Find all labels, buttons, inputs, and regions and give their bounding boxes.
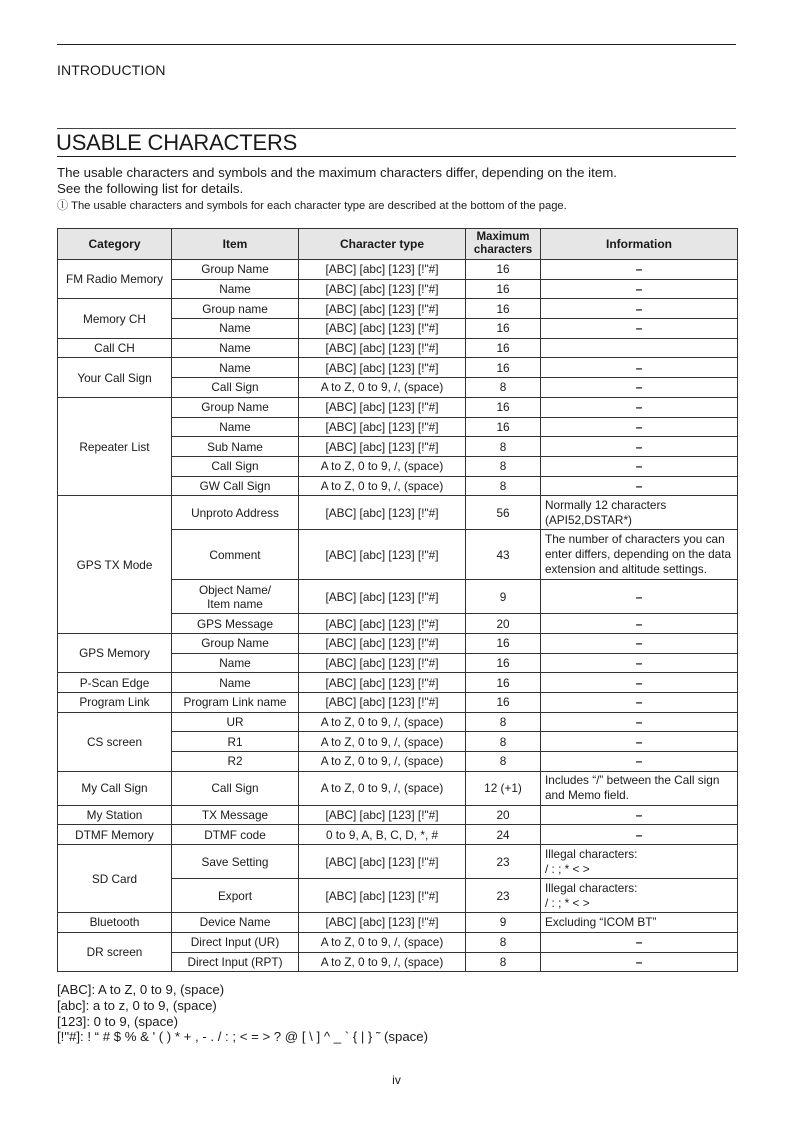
info-cell: – <box>541 653 738 673</box>
table-row <box>58 260 738 280</box>
info-cell: – <box>541 614 738 634</box>
table-row <box>58 913 738 933</box>
max-cell: 8 <box>466 378 541 398</box>
info-cell: – <box>541 952 738 972</box>
item-cell: Name <box>172 417 299 437</box>
item-cell: Group Name <box>172 633 299 653</box>
info-cell: Illegal characters: / : ; * < > <box>541 845 738 879</box>
item-cell: Name <box>172 673 299 693</box>
item-cell: Call Sign <box>172 771 299 805</box>
info-cell: – <box>541 279 738 299</box>
max-cell: 8 <box>466 932 541 952</box>
max-cell: 20 <box>466 805 541 825</box>
column-header-character-type: Character type <box>299 229 466 260</box>
item-cell: Group Name <box>172 397 299 417</box>
info-cell: – <box>541 299 738 319</box>
table-row <box>58 771 738 805</box>
intro-line-1: The usable characters and symbols and the maximum characters differ, depending on the item. <box>57 165 618 180</box>
item-cell: Call Sign <box>172 456 299 476</box>
title-rule-top <box>57 128 736 129</box>
info-cell: – <box>541 932 738 952</box>
table-row <box>58 712 738 732</box>
info-cell: – <box>541 693 738 713</box>
info-cell: – <box>541 633 738 653</box>
table-row <box>58 397 738 417</box>
usable-characters-table <box>57 228 738 972</box>
max-cell: 8 <box>466 952 541 972</box>
max-cell: 16 <box>466 338 541 358</box>
section-label: INTRODUCTION <box>57 62 166 78</box>
item-cell: Name <box>172 338 299 358</box>
category-cell: Your Call Sign <box>58 358 172 397</box>
column-header-maximum-characters: Maximum characters <box>466 229 541 260</box>
item-cell: DTMF code <box>172 825 299 845</box>
column-header-information: Information <box>541 229 738 260</box>
type-cell: [ABC] [abc] [123] [!"#] <box>299 338 466 358</box>
info-cell: – <box>541 417 738 437</box>
category-cell: FM Radio Memory <box>58 260 172 299</box>
item-cell: UR <box>172 712 299 732</box>
table-row <box>58 825 738 845</box>
type-cell: [ABC] [abc] [123] [!"#] <box>299 260 466 280</box>
max-cell: 8 <box>466 456 541 476</box>
max-cell: 9 <box>466 580 541 614</box>
max-cell: 16 <box>466 260 541 280</box>
info-cell: – <box>541 260 738 280</box>
character-type-legend <box>57 982 428 1045</box>
max-cell: 16 <box>466 319 541 339</box>
max-cell: 16 <box>466 633 541 653</box>
type-cell: [ABC] [abc] [123] [!"#] <box>299 417 466 437</box>
type-cell: [ABC] [abc] [123] [!"#] <box>299 319 466 339</box>
info-cell: Excluding “ICOM BT” <box>541 913 738 933</box>
max-cell: 23 <box>466 879 541 913</box>
type-cell: [ABC] [abc] [123] [!"#] <box>299 693 466 713</box>
table-row <box>58 496 738 530</box>
page-number: iv <box>392 1073 401 1087</box>
info-cell: – <box>541 319 738 339</box>
type-cell: [ABC] [abc] [123] [!"#] <box>299 913 466 933</box>
info-cell: – <box>541 437 738 457</box>
max-cell: 8 <box>466 752 541 772</box>
max-cell: 8 <box>466 476 541 496</box>
info-cell: Normally 12 characters (API52,DSTAR*) <box>541 496 738 530</box>
type-cell: [ABC] [abc] [123] [!"#] <box>299 614 466 634</box>
table-row <box>58 673 738 693</box>
item-cell: Object Name/ Item name <box>172 580 299 614</box>
type-cell: [ABC] [abc] [123] [!"#] <box>299 437 466 457</box>
item-cell: Direct Input (UR) <box>172 932 299 952</box>
info-cell: – <box>541 673 738 693</box>
info-icon: ⓛ <box>57 200 69 212</box>
item-cell: GW Call Sign <box>172 476 299 496</box>
max-cell: 8 <box>466 732 541 752</box>
info-cell: – <box>541 825 738 845</box>
category-cell: DTMF Memory <box>58 825 172 845</box>
item-cell: Name <box>172 358 299 378</box>
intro-text <box>57 165 617 197</box>
max-cell: 8 <box>466 437 541 457</box>
category-cell: Repeater List <box>58 397 172 495</box>
table-header-row <box>58 229 738 260</box>
type-cell: [ABC] [abc] [123] [!"#] <box>299 530 466 580</box>
max-cell: 16 <box>466 417 541 437</box>
type-cell: A to Z, 0 to 9, /, (space) <box>299 378 466 398</box>
type-cell: [ABC] [abc] [123] [!"#] <box>299 580 466 614</box>
type-cell: A to Z, 0 to 9, /, (space) <box>299 476 466 496</box>
item-cell: Export <box>172 879 299 913</box>
type-cell: A to Z, 0 to 9, /, (space) <box>299 712 466 732</box>
column-header-item: Item <box>172 229 299 260</box>
info-cell: – <box>541 397 738 417</box>
type-cell: A to Z, 0 to 9, /, (space) <box>299 456 466 476</box>
max-cell: 43 <box>466 530 541 580</box>
type-cell: [ABC] [abc] [123] [!"#] <box>299 496 466 530</box>
max-cell: 16 <box>466 653 541 673</box>
type-cell: [ABC] [abc] [123] [!"#] <box>299 633 466 653</box>
type-cell: A to Z, 0 to 9, /, (space) <box>299 732 466 752</box>
category-cell: Memory CH <box>58 299 172 338</box>
legend-numeric: [123]: 0 to 9, (space) <box>57 1013 178 1029</box>
type-cell: [ABC] [abc] [123] [!"#] <box>299 673 466 693</box>
type-cell: [ABC] [abc] [123] [!"#] <box>299 397 466 417</box>
info-cell: Includes “/” between the Call sign and Memo field. <box>541 771 738 805</box>
legend-upper: [ABC]: A to Z, 0 to 9, (space) <box>57 982 225 997</box>
category-cell: Bluetooth <box>58 913 172 933</box>
item-cell: Device Name <box>172 913 299 933</box>
type-cell: [ABC] [abc] [123] [!"#] <box>299 879 466 913</box>
item-cell: Save Setting <box>172 845 299 879</box>
type-cell: A to Z, 0 to 9, /, (space) <box>299 771 466 805</box>
info-cell: – <box>541 752 738 772</box>
max-cell: 9 <box>466 913 541 933</box>
legend-symbols: [!"#]: ! “ # $ % & ' ( ) * + , - . / : ; < = > ? @ [ \ ] ^ _ ` { | } ˜ (space) <box>57 1029 429 1045</box>
item-cell: R1 <box>172 732 299 752</box>
legend-lower: [abc]: a to z, 0 to 9, (space) <box>57 997 217 1013</box>
info-cell: – <box>541 580 738 614</box>
category-cell: Call CH <box>58 338 172 358</box>
item-cell: Group name <box>172 299 299 319</box>
category-cell: CS screen <box>58 712 172 771</box>
item-cell: Group Name <box>172 260 299 280</box>
item-cell: GPS Message <box>172 614 299 634</box>
table-row <box>58 805 738 825</box>
info-cell: – <box>541 476 738 496</box>
table-row <box>58 845 738 879</box>
max-cell: 16 <box>466 279 541 299</box>
max-cell: 16 <box>466 693 541 713</box>
info-cell: – <box>541 456 738 476</box>
type-cell: [ABC] [abc] [123] [!"#] <box>299 299 466 319</box>
page-title: USABLE CHARACTERS <box>56 130 298 155</box>
max-cell: 12 (+1) <box>466 771 541 805</box>
intro-line-2: See the following list for details. <box>57 181 244 196</box>
type-cell: [ABC] [abc] [123] [!"#] <box>299 653 466 673</box>
info-cell: The number of characters you can enter differs, depending on the data extension and altitude settings. <box>541 530 738 580</box>
table-row <box>58 633 738 653</box>
type-cell: A to Z, 0 to 9, /, (space) <box>299 952 466 972</box>
item-cell: Sub Name <box>172 437 299 457</box>
category-cell: GPS TX Mode <box>58 496 172 634</box>
table-row <box>58 299 738 319</box>
type-cell: [ABC] [abc] [123] [!"#] <box>299 845 466 879</box>
item-cell: R2 <box>172 752 299 772</box>
item-cell: Unproto Address <box>172 496 299 530</box>
item-cell: TX Message <box>172 805 299 825</box>
max-cell: 8 <box>466 712 541 732</box>
category-cell: Program Link <box>58 693 172 713</box>
table-row <box>58 338 738 358</box>
item-cell: Program Link name <box>172 693 299 713</box>
item-cell: Comment <box>172 530 299 580</box>
table-row <box>58 693 738 713</box>
info-cell: – <box>541 732 738 752</box>
max-cell: 16 <box>466 299 541 319</box>
type-cell: A to Z, 0 to 9, /, (space) <box>299 932 466 952</box>
info-cell <box>541 338 738 358</box>
note <box>57 197 567 213</box>
max-cell: 16 <box>466 673 541 693</box>
title-rule-bottom <box>57 156 736 157</box>
max-cell: 16 <box>466 397 541 417</box>
item-cell: Name <box>172 319 299 339</box>
header-rule <box>57 44 736 45</box>
info-cell: – <box>541 805 738 825</box>
info-cell: Illegal characters: / : ; * < > <box>541 879 738 913</box>
item-cell: Call Sign <box>172 378 299 398</box>
info-cell: – <box>541 712 738 732</box>
max-cell: 24 <box>466 825 541 845</box>
type-cell: [ABC] [abc] [123] [!"#] <box>299 279 466 299</box>
category-cell: DR screen <box>58 932 172 971</box>
column-header-category: Category <box>58 229 172 260</box>
max-cell: 20 <box>466 614 541 634</box>
type-cell: A to Z, 0 to 9, /, (space) <box>299 752 466 772</box>
table-row <box>58 932 738 952</box>
category-cell: My Station <box>58 805 172 825</box>
max-cell: 23 <box>466 845 541 879</box>
info-cell: – <box>541 358 738 378</box>
category-cell: GPS Memory <box>58 633 172 672</box>
category-cell: SD Card <box>58 845 172 913</box>
category-cell: P-Scan Edge <box>58 673 172 693</box>
info-cell: – <box>541 378 738 398</box>
category-cell: My Call Sign <box>58 771 172 805</box>
max-cell: 56 <box>466 496 541 530</box>
type-cell: 0 to 9, A, B, C, D, *, # <box>299 825 466 845</box>
item-cell: Name <box>172 653 299 673</box>
max-cell: 16 <box>466 358 541 378</box>
table-row <box>58 358 738 378</box>
type-cell: [ABC] [abc] [123] [!"#] <box>299 805 466 825</box>
item-cell: Name <box>172 279 299 299</box>
note-text: The usable characters and symbols for each character type are described at the bottom of the page. <box>71 200 567 212</box>
item-cell: Direct Input (RPT) <box>172 952 299 972</box>
type-cell: [ABC] [abc] [123] [!"#] <box>299 358 466 378</box>
